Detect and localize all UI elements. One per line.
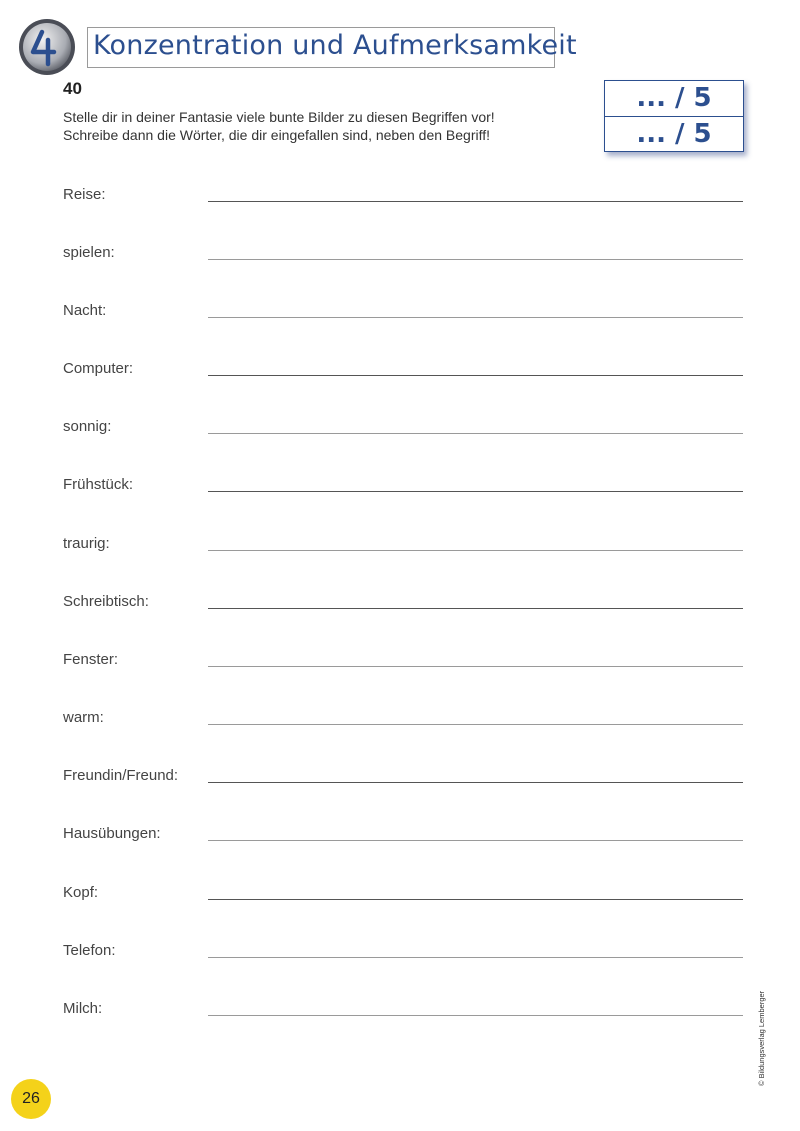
word-label: warm:	[63, 709, 104, 726]
answer-line[interactable]	[208, 433, 743, 434]
word-row	[0, 593, 800, 623]
word-label: sonnig:	[63, 418, 112, 435]
word-label: Hausübungen:	[63, 825, 161, 842]
answer-line[interactable]	[208, 317, 743, 318]
answer-line[interactable]	[208, 201, 743, 202]
number-four-badge-icon	[18, 18, 76, 76]
answer-line[interactable]	[208, 724, 743, 725]
logo	[18, 18, 76, 76]
word-label: Telefon:	[63, 942, 116, 959]
word-row	[0, 360, 800, 390]
answer-line[interactable]	[208, 375, 743, 376]
answer-line[interactable]	[208, 491, 743, 492]
answer-line[interactable]	[208, 259, 743, 260]
word-label: Milch:	[63, 1000, 103, 1017]
answer-line[interactable]	[208, 899, 743, 900]
page-number: 26	[11, 1079, 51, 1119]
word-label: Computer:	[63, 360, 134, 377]
instruction-line-1: Stelle dir in deiner Fantasie viele bunte Bilder zu diesen Begriffen vor!	[63, 109, 495, 125]
title-box	[87, 27, 577, 68]
word-label: Nacht:	[63, 302, 107, 319]
score-box	[604, 80, 744, 152]
answer-line[interactable]	[208, 550, 743, 551]
answer-line[interactable]	[208, 957, 743, 958]
word-row	[0, 418, 800, 448]
word-label: Kopf:	[63, 884, 99, 901]
copyright-note: © Bildungsverlag Lemberger	[757, 990, 766, 1086]
word-label: Frühstück:	[63, 476, 134, 493]
word-row	[0, 244, 800, 274]
answer-line[interactable]	[208, 666, 743, 667]
word-row	[0, 942, 800, 972]
instruction-line-2: Schreibe dann die Wörter, die dir eingefallen sind, neben den Begriff!	[63, 127, 491, 143]
word-row	[0, 767, 800, 797]
word-row	[0, 651, 800, 681]
word-row	[0, 186, 800, 216]
word-label: spielen:	[63, 244, 115, 261]
word-row	[0, 709, 800, 739]
word-label: Reise:	[63, 186, 106, 203]
task-number: 40	[63, 79, 82, 98]
word-label: traurig:	[63, 535, 110, 552]
word-label: Fenster:	[63, 651, 119, 668]
answer-line[interactable]	[208, 782, 743, 783]
page-title: Konzentration und Aufmerksamkeit	[93, 30, 577, 61]
answer-line[interactable]	[208, 608, 743, 609]
answer-line[interactable]	[208, 840, 743, 841]
word-row	[0, 825, 800, 855]
word-row	[0, 302, 800, 332]
word-row	[0, 1000, 800, 1030]
word-row	[0, 884, 800, 914]
answer-line[interactable]	[208, 1015, 743, 1016]
word-label: Freundin/Freund:	[63, 767, 179, 784]
word-label: Schreibtisch:	[63, 593, 149, 610]
score-row: ... / 5	[605, 81, 743, 117]
word-row	[0, 535, 800, 565]
word-row	[0, 476, 800, 506]
score-row: ... / 5	[636, 119, 712, 149]
